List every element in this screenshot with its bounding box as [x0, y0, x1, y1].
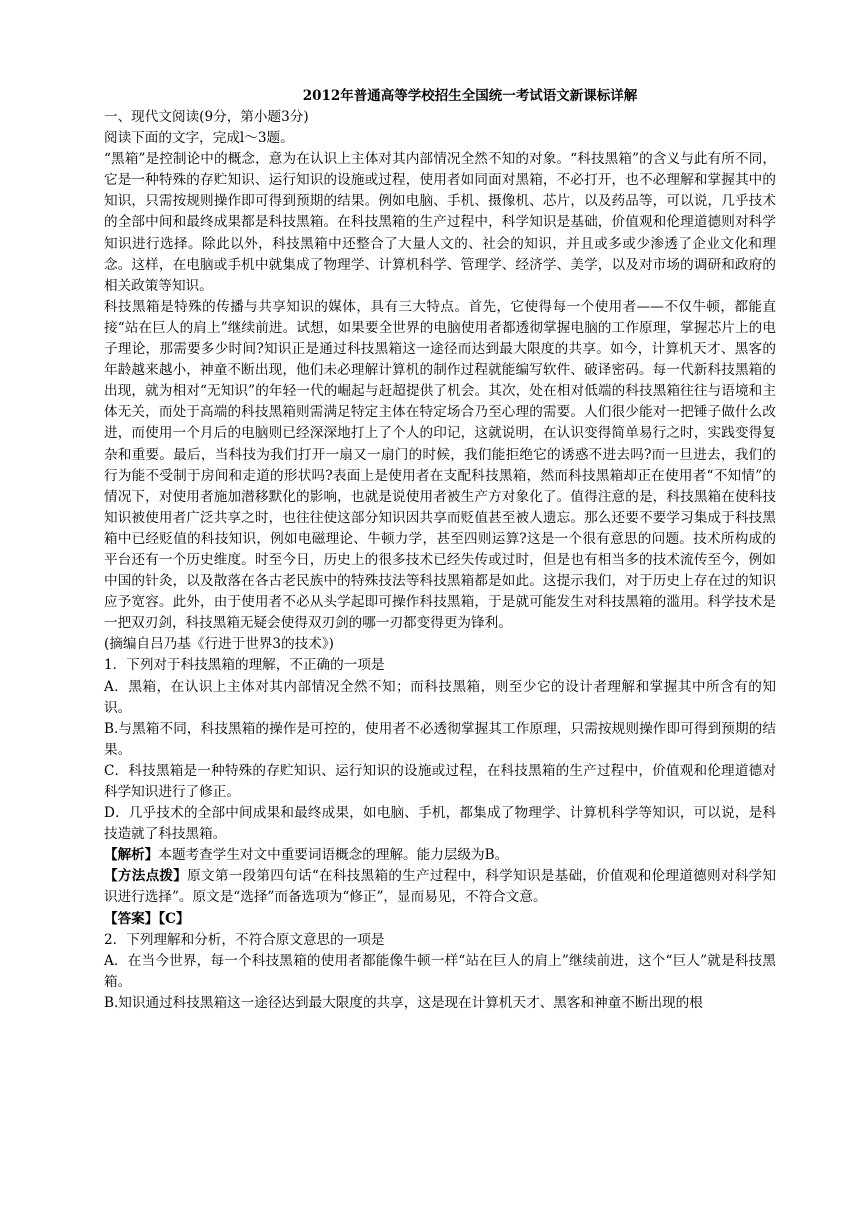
question-1-answer [104, 909, 776, 930]
reading-instruction: 阅读下面的文字，完成l～3题。 [104, 130, 294, 147]
question-2-stem: 2．下列理解和分析，不符合原文意思的一项是 [104, 931, 385, 948]
question-1-stem: 1．下列对于科技黑箱的理解，不正确的一项是 [104, 657, 385, 674]
method-text: 原文第一段第四句话“在科技黑箱的生产过程中，科学知识是基础，价值观和伦理道德则对科学知识进行选择”。原文是“选择”而备选项为“修正”，显而易见，不符合文意。 [104, 868, 777, 906]
answer-text: 【C】 [158, 910, 190, 927]
question-1-method [104, 866, 776, 908]
analysis-label: 【解析】 [104, 847, 159, 864]
question-1-option-c: C．科技黑箱是一种特殊的存贮知识、运行知识的设施或过程，在科技黑箱的生产过程中，价值观和伦理道德对科学知识进行了修正。 [104, 762, 776, 800]
question-2-option-b: B.知识通过科技黑箱这一途径达到最大限度的共享，这是现在计算机天才、黑客和神童不断出现的根 [104, 994, 703, 1011]
passage-paragraph-2: 科技黑箱是特殊的传播与共享知识的媒体，具有三大特点。首先，它使得每一个使用者——不仅牛顿，都能直接“站在巨人的肩上”继续前进。试想，如果要全世界的电脑使用者都透彻掌握电脑的工作原理，掌握芯片上的电子理论，那需要多少时间?知识正是通过科技黑箱这一途径而达到最大限度的共享。如今，计算机天才、黑客的年龄越来越小，神童不断出现，他们未必理解计算机的制作过程就能编写软件、破译密码。每一代新科技黑箱的出现，就为相对“无知识”的年轻一代的崛起与赶超提供了机会。其次，处在相对低端的科技黑箱往往与语境和主体无关，而处于高端的科技黑箱则需满足特定主体在特定场合乃至心理的需要。人们很少能对一把锤子做什么改进，而使用一个月后的电脑则已经深深地打上了个人的印记，这就说明，在认识变得简单易行之时，实践变得复杂和重要。最后，当科技为我们打开一扇又一扇门的时候，我们能拒绝它的诱惑不进去吗?而一旦进去，我们的行为能不受制于房间和走道的形状吗?表面上是使用者在支配科技黑箱，然而科技黑箱却正在使用者“不知情”的情况下，对使用者施加潜移默化的影响，也就是说使用者被生产方对象化了。值得注意的是，科技黑箱在使科技知识被使用者广泛共享之时，也往往使这部分知识因共享而贬值甚至被人遗忘。那么还要不要学习集成于科技黑箱中已经贬值的科技知识，例如电磁理论、牛顿力学，甚至四则运算?这是一个很有意思的问题。技术所构成的平台还有一个历史维度。时至今日，历史上的很多技术已经失传或过时，但是也有相当多的技术流传至今，例如中国的针灸，以及散落在各古老民族中的特殊技法等科技黑箱都是如此。这提示我们，对于历史上存在过的知识应予宽容。此外，由于使用者不必从头学起即可操作科技黑箱，于是就可能发生对科技黑箱的滥用。科学技术是一把双刃剑，科技黑箱无疑会使得双刃剑的哪一刃都变得更为锋利。 [104, 298, 776, 632]
question-1-analysis [104, 845, 776, 866]
question-1-option-b: B.与黑箱不同，科技黑箱的操作是可控的，使用者不必透彻掌握其工作原理，只需按规则操作即可得到预期的结果。 [104, 720, 776, 758]
passage-source: (摘编自吕乃基《行进于世界3的技术》) [104, 636, 334, 653]
passage-paragraph-1: “黑箱”是控制论中的概念，意为在认识上主体对其内部情况全然不知的对象。“科技黑箱”的含义与此有所不同，它是一种特殊的存贮知识、运行知识的设施或过程，使用者如同面对黑箱，不必打开，也不必理解和掌握其中的知识，只需按规则操作即可得到预期的结果。例如电脑、手机、摄像机、芯片，以及药品等，可以说，几乎技术的全部中间和最终成果都是科技黑箱。在科技黑箱的生产过程中，科学知识是基础，价值观和伦理道德则对科学知识进行选择。除此以外，科技黑箱中还整合了大量人文的、社会的知识，并且或多或少渗透了企业文化和理念。这样，在电脑或手机中就集成了物理学、计算机科学、管理学、经济学、美学，以及对市场的调研和政府的相关政策等知识。 [104, 151, 776, 294]
question-1-option-d: D．几乎技术的全部中间成果和最终成果，如电脑、手机，都集成了物理学、计算机科学等知识，可以说，是科技造就了科技黑箱。 [104, 805, 776, 843]
method-label: 【方法点拨】 [104, 868, 188, 885]
document-title: 2012年普通高等学校招生全国统一考试语文新课标详解 [302, 88, 638, 104]
analysis-text: 本题考查学生对文中重要词语概念的理解。能力层级为B。 [158, 847, 509, 864]
answer-label: 【答案】 [104, 910, 159, 927]
question-2-option-a: A．在当今世界，每一个科技黑箱的使用者都能像牛顿一样“站在巨人的肩上”继续前进，这个“巨人”就是科技黑箱。 [104, 952, 776, 990]
section-heading: 一、现代文阅读(9分，第小题3分) [104, 109, 309, 125]
question-1-option-a: A．黑箱，在认识上主体对其内部情况全然不知；而科技黑箱，则至少它的设计者理解和掌握其中所含有的知识。 [104, 678, 776, 716]
document-page [104, 86, 776, 1014]
